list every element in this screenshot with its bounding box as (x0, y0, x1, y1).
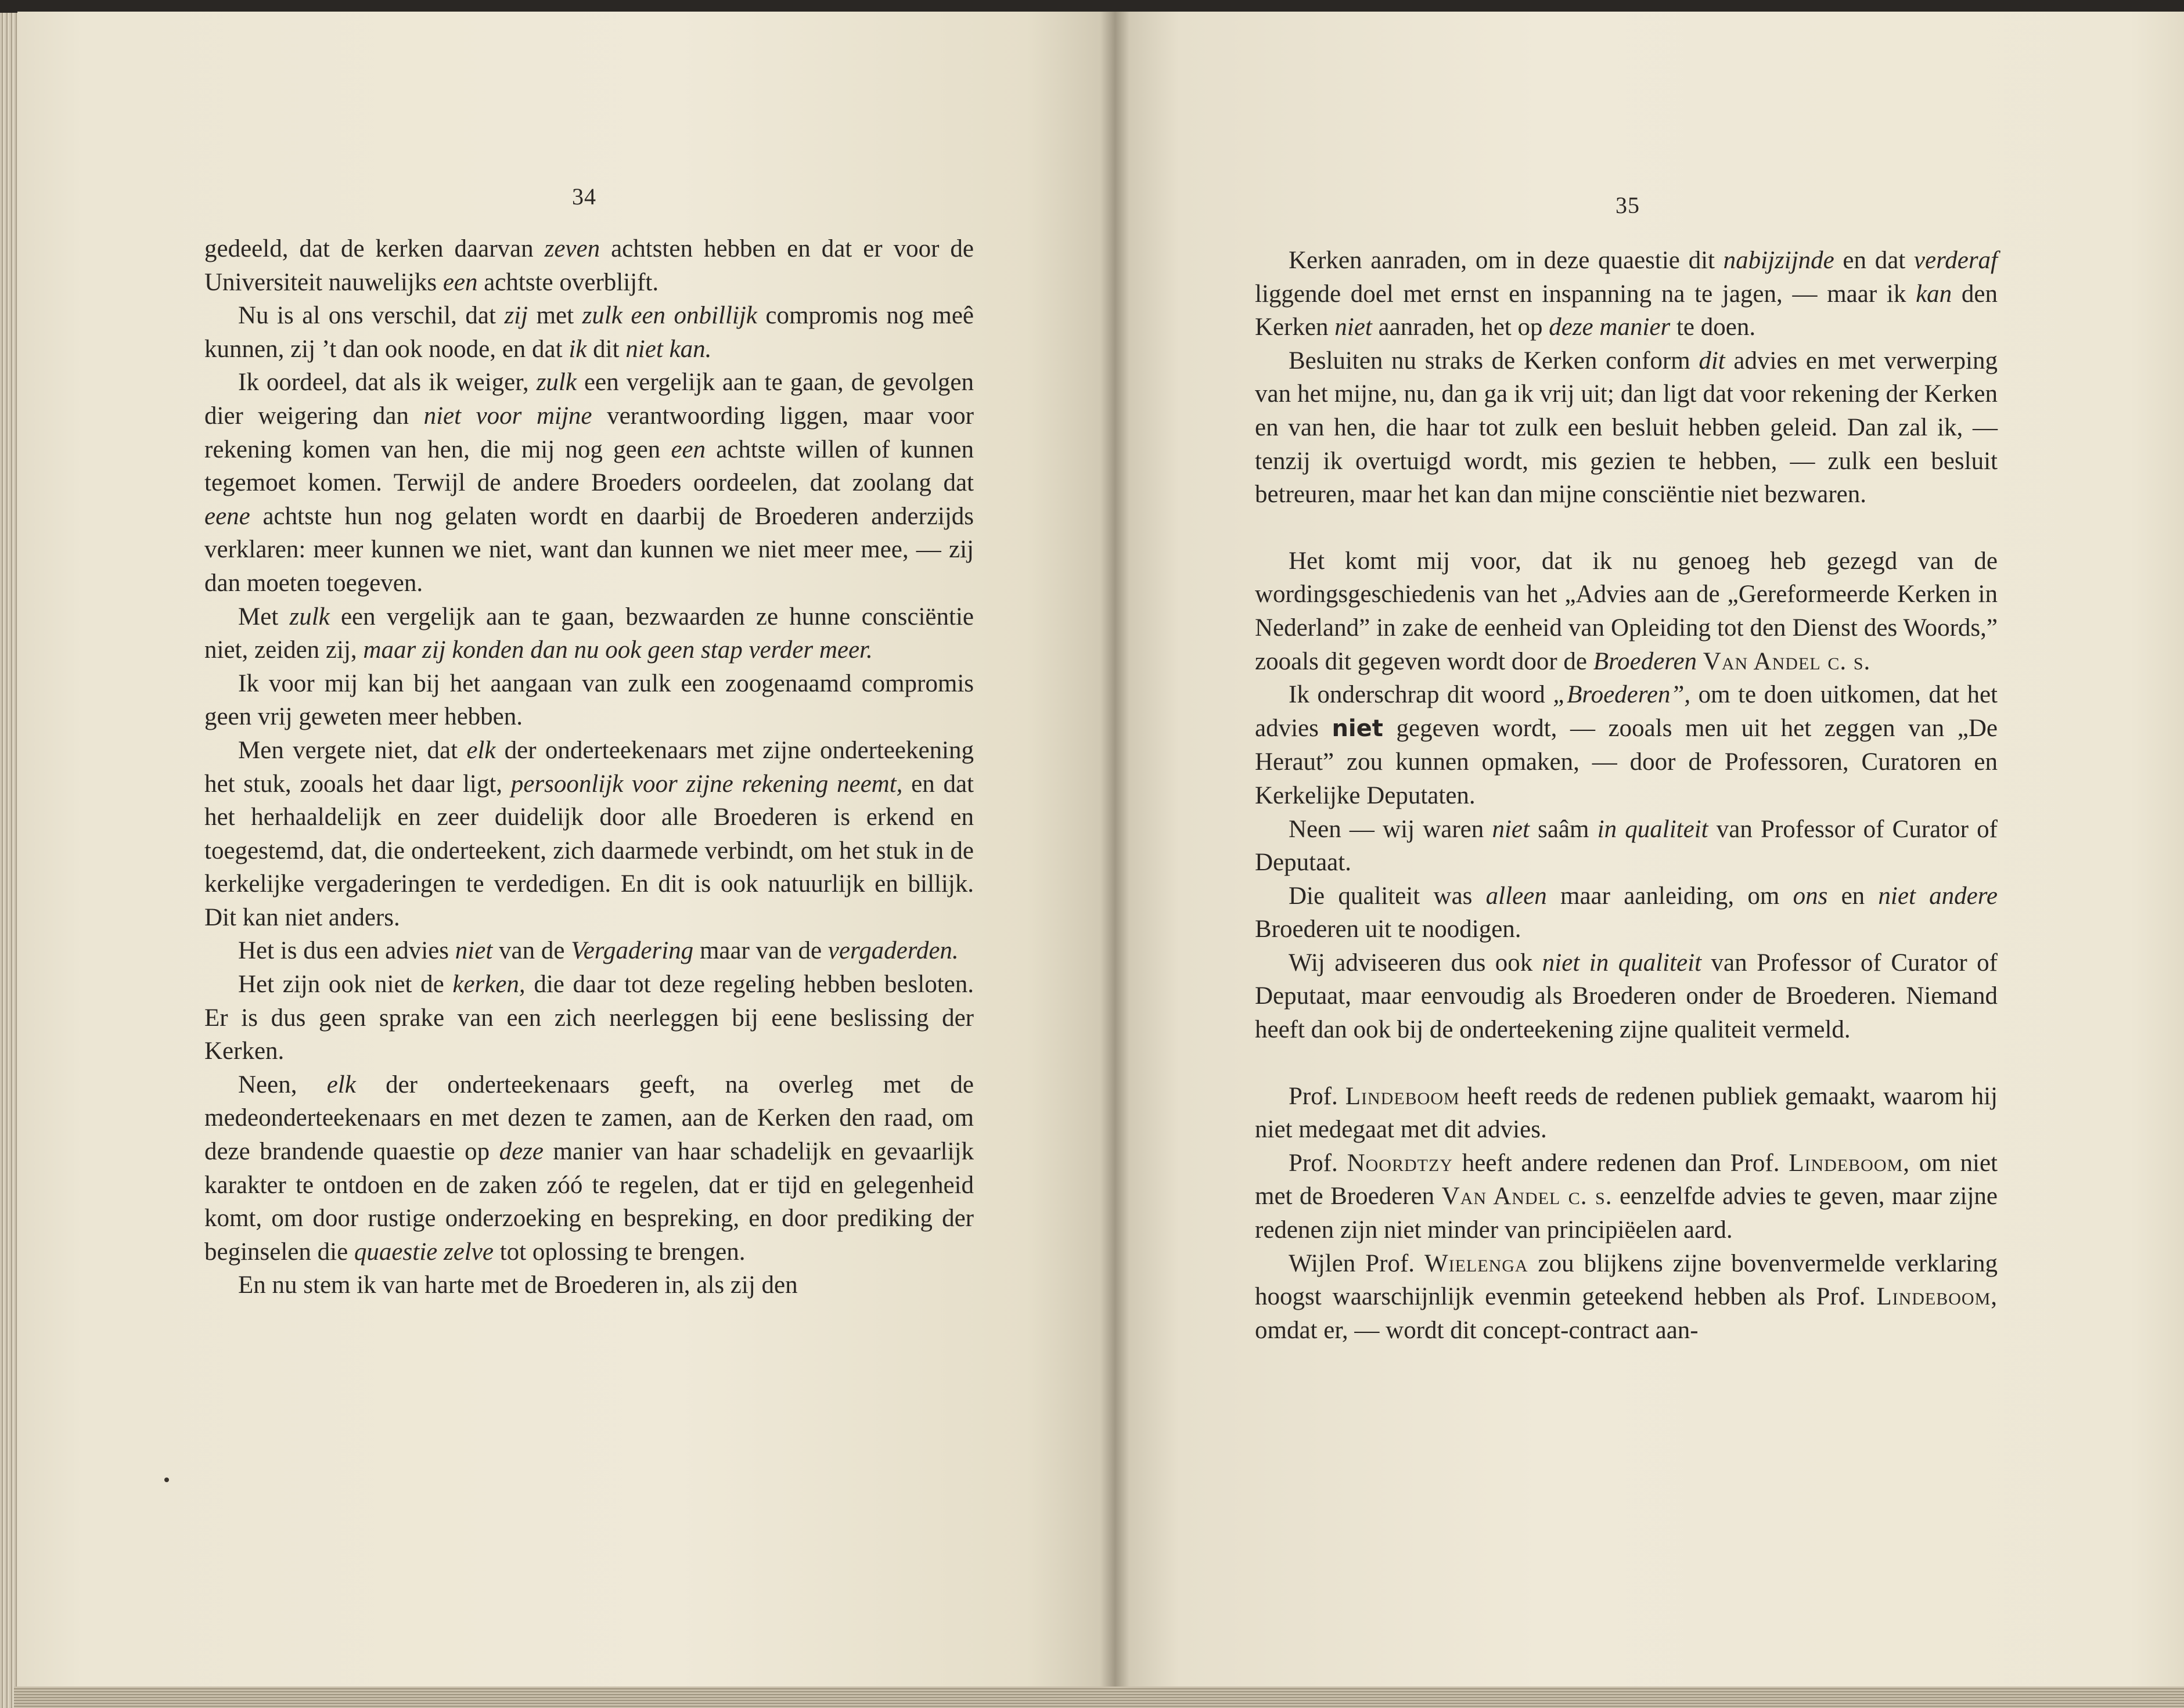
text-run: om niet met de Broederen (1255, 1149, 1998, 1210)
paragraph (204, 934, 974, 968)
text-run: saâm (1529, 815, 1597, 843)
small-caps-name: Lindeboom, (1789, 1149, 1910, 1177)
italic-text: niet andere (1878, 882, 1998, 910)
italic-text: „Broederen”, (1553, 681, 1691, 709)
italic-text: quaestie zelve (354, 1238, 494, 1266)
italic-text: alleen (1485, 882, 1547, 910)
text-run: en dat het herhaaldelijk en zeer duidelijk door alle Broederen is erkend en toegestemd, dat, die onderteekent, zich daarmede verbindt, om het stuk in de kerkelijke vergaderingen te verdedigen. En dit is ook natuurlijk en billijk. Dit kan niet anders. (204, 770, 974, 931)
paragraph (204, 600, 974, 667)
text-run: Besluiten nu straks de Kerken conform (1289, 347, 1699, 374)
text-run: Ik onderschrap dit woord (1289, 681, 1553, 709)
text-run (1697, 648, 1703, 675)
text-run: Het is dus een advies (238, 937, 455, 965)
italic-text: Vergadering (571, 937, 694, 965)
text-run: Ik voor mij kan bij het aangaan van zulk een zoogenaamd compromis geen vrij geweten meer hebben. (204, 669, 974, 731)
text-run: omdat er, — wordt dit concept-contract aan- (1255, 1316, 1699, 1344)
small-caps-name: Wielenga (1424, 1249, 1528, 1277)
text-run: eenzelfde advies te geven, maar zijne redenen zijn niet minder van principiëelen aard. (1255, 1183, 1998, 1244)
paragraph (204, 734, 974, 935)
text-run: een vergelijk aan te gaan, bezwaarden ze hunne consciëntie niet, zeiden zij, (204, 603, 974, 664)
text-run: zou blijkens zijne bovenvermelde verklaring hoogst waarschijnlijk evenmin geteekend hebben als Prof. (1255, 1249, 1998, 1311)
text-run: Wij adviseeren dus ook (1289, 949, 1542, 976)
text-run: liggende doel met ernst en inspanning na te jagen, — maar ik (1255, 280, 1916, 308)
text-run: gedeeld, dat de kerken daarvan (204, 235, 545, 262)
paragraph (204, 366, 974, 600)
text-run: Prof. (1289, 1082, 1345, 1110)
text-run: der onderteekenaars geeft, na overleg met de medeonderteekenaars en met dezen te zamen, aan de Kerken den raad, om deze brandende quaestie op (204, 1071, 974, 1166)
italic-text: niet (1334, 314, 1372, 341)
paragraph (1255, 1080, 1998, 1147)
italic-text: zulk (536, 369, 577, 397)
text-run: Kerken aanraden, om in deze quaestie dit (1289, 247, 1724, 274)
text-run: Broederen uit te noodigen. (1255, 916, 1521, 943)
small-caps-name: Lindeboom, (1876, 1283, 1998, 1311)
text-run: Neen — wij waren (1289, 815, 1492, 843)
paragraph (1255, 678, 1998, 812)
book-bottom-edge (14, 1687, 2184, 1708)
italic-text: niet (455, 937, 493, 965)
text-run: den Kerken (1255, 280, 1998, 341)
text-run: Die qualiteit was (1289, 882, 1486, 910)
left-page (17, 12, 1115, 1695)
text-run: met (528, 302, 582, 330)
body-text (204, 232, 974, 1302)
paragraph (1255, 946, 1998, 1047)
text-run: en (1827, 882, 1879, 910)
italic-text: ik (569, 335, 587, 363)
body-text (1255, 244, 1998, 1347)
text-run: der onderteekenaars met zijne onderteekening het stuk, zooals het daar ligt, (204, 736, 974, 798)
italic-text: elk (326, 1071, 356, 1098)
text-run: Het komt mij voor, dat ik nu genoeg heb gezegd van de wordingsgeschiedenis van het „Advies aan de „Gereformeerde Kerken in Nederland” in zake de eenheid van Opleiding tot den Dienst des Woords,” zooals dit gegeven wordt door de (1255, 547, 1998, 675)
paragraph (1255, 545, 1998, 678)
text-run: van Professor of Curator of Deputaat, maar eenvoudig als Broederen onder de Broederen. Niemand heeft dan ook bij de onderteekening zijne qualiteit vermeld. (1255, 949, 1998, 1044)
text-run: achtste overblijft. (477, 268, 659, 296)
right-page (1115, 12, 2184, 1695)
text-run: dit (587, 335, 626, 363)
text-run: Nu is al ons verschil, dat (238, 302, 505, 330)
text-run: heeft andere redenen dan Prof. (1452, 1149, 1789, 1177)
italic-text: zij (504, 302, 528, 330)
paragraph (204, 1068, 974, 1269)
italic-text: nabijzijnde (1723, 247, 1834, 274)
small-caps-name: Van Andel c. s. (1441, 1183, 1613, 1210)
text-run: En nu stem ik van harte met de Broederen in, als zij den (238, 1271, 798, 1299)
text-run: achtste willen of kunnen tegemoet komen. Terwijl de andere Broeders oordeelen, dat zoolang dat (204, 435, 974, 497)
italic-text: maar zij konden dan nu ook geen stap verder meer. (363, 636, 873, 664)
book-gutter (1100, 12, 1129, 1695)
italic-text: eene (204, 502, 250, 530)
italic-text: niet voor mijne (423, 402, 592, 430)
text-run: advies en met verwerping van het mijne, nu, dan ga ik vrij uit; dan ligt dat voor rekening der Kerken en van hen, die haar tot zulk een besluit hebben geleid. Dan zal ik, — tenzij ik overtuigd wordt, mis gezien te hebben, — zulk een besluit betreuren, maar het kan dan mijne consciëntie niet bezwaren. (1255, 347, 1998, 509)
text-run: tot oplossing te brengen. (493, 1238, 746, 1266)
page-number: 34 (572, 183, 596, 210)
italic-text: ons (1793, 882, 1828, 910)
text-run: verantwoording liggen, maar voor rekening komen van hen, die mij nog geen (204, 402, 974, 463)
small-caps-name: Lindeboom (1345, 1082, 1460, 1110)
text-run: gegeven wordt, — zooals men uit het zeggen van „De Heraut” zou kunnen opmaken, — door de Professoren, Curatoren en Kerkelijke Deputaten. (1255, 714, 1998, 809)
italic-text: in qualiteit (1597, 815, 1708, 843)
small-caps-name: Noordtzy (1347, 1149, 1453, 1177)
text-run: manier van haar schadelijk en gevaarlijk karakter te ontdoen en de zaken zóó te regelen, dat er tijd en gelegenheid komt, om door rustige onderzoeking en bespreking, en door prediking der beginselen die (204, 1138, 974, 1266)
italic-text: zulk een onbillijk (582, 302, 757, 330)
text-run: van Professor of Curator of Deputaat. (1255, 815, 1998, 877)
paragraph (1255, 244, 1998, 344)
italic-text: Broederen (1593, 647, 1697, 675)
text-run: en dat (1834, 247, 1914, 274)
italic-text: kerken, (452, 971, 526, 999)
text-run: heeft reeds de redenen publiek gemaakt, waarom hij niet medegaat met dit advies. (1255, 1082, 1998, 1144)
italic-text: een (671, 435, 706, 463)
text-run: Wijlen Prof. (1289, 1249, 1425, 1277)
paragraph (204, 299, 974, 366)
paragraph (204, 1269, 974, 1302)
page-number: 35 (1615, 192, 1640, 218)
paragraph (1255, 880, 1998, 946)
text-run: maar van de (693, 937, 828, 965)
text-run: die daar tot deze regeling hebben besloten. Er is dus geen sprake van een zich neerleggen bij eene beslissing der Kerken. (204, 971, 974, 1065)
text-run: Prof. (1289, 1149, 1347, 1177)
italic-text: verderaf (1913, 247, 1998, 274)
text-run: maar aanleiding, om (1546, 882, 1793, 910)
paragraph (1255, 1247, 1998, 1347)
text-run: Het zijn ook niet de (238, 971, 453, 999)
italic-text: niet (1492, 815, 1530, 843)
italic-text: deze manier (1549, 314, 1671, 341)
italic-text: niet kan. (625, 335, 712, 363)
text-run: achtsten hebben en dat er voor de Universiteit nauwelijks (204, 235, 974, 296)
text-run: een vergelijk aan te gaan, de gevolgen dier weigering dan (204, 369, 974, 430)
italic-text: kan (1916, 280, 1952, 308)
text-run: Men vergete niet, dat (238, 736, 467, 764)
paragraph (204, 968, 974, 1068)
italic-text: niet in qualiteit (1542, 949, 1702, 976)
paragraph (1255, 344, 1998, 511)
text-run: Ik oordeel, dat als ik weiger, (238, 369, 537, 397)
italic-text: zeven (544, 235, 600, 262)
text-run: om te doen uitkomen, dat het advies (1255, 681, 1998, 742)
italic-text: persoonlijk voor zijne rekening neemt, (510, 770, 903, 798)
text-run: van de (492, 937, 571, 965)
paragraph (1255, 1147, 1998, 1247)
paragraph (1255, 813, 1998, 880)
italic-text: deze (499, 1138, 544, 1166)
italic-text: zulk (289, 603, 330, 630)
small-caps-name: Van Andel c. s. (1703, 647, 1871, 675)
text-run: aanraden, het op (1372, 314, 1549, 341)
bold-text: niet (1332, 715, 1383, 742)
paragraph (204, 232, 974, 299)
text-run: compromis nog meê kunnen, zij ’t dan ook noode, en dat (204, 302, 974, 363)
italic-text: vergaderden. (827, 937, 959, 965)
text-run: te doen. (1670, 314, 1756, 341)
italic-text: elk (466, 736, 496, 764)
italic-text: dit (1699, 347, 1725, 374)
text-run: Neen, (238, 1071, 327, 1098)
italic-text: een (442, 268, 478, 296)
text-run: Met (238, 603, 290, 630)
text-run: achtste hun nog gelaten wordt en daarbij de Broederen anderzijds verklaren: meer kunnen we niet, want dan kunnen we niet meer mee, — zij dan moeten toegeven. (204, 502, 974, 597)
ink-speck (164, 1478, 169, 1482)
paragraph (204, 667, 974, 734)
